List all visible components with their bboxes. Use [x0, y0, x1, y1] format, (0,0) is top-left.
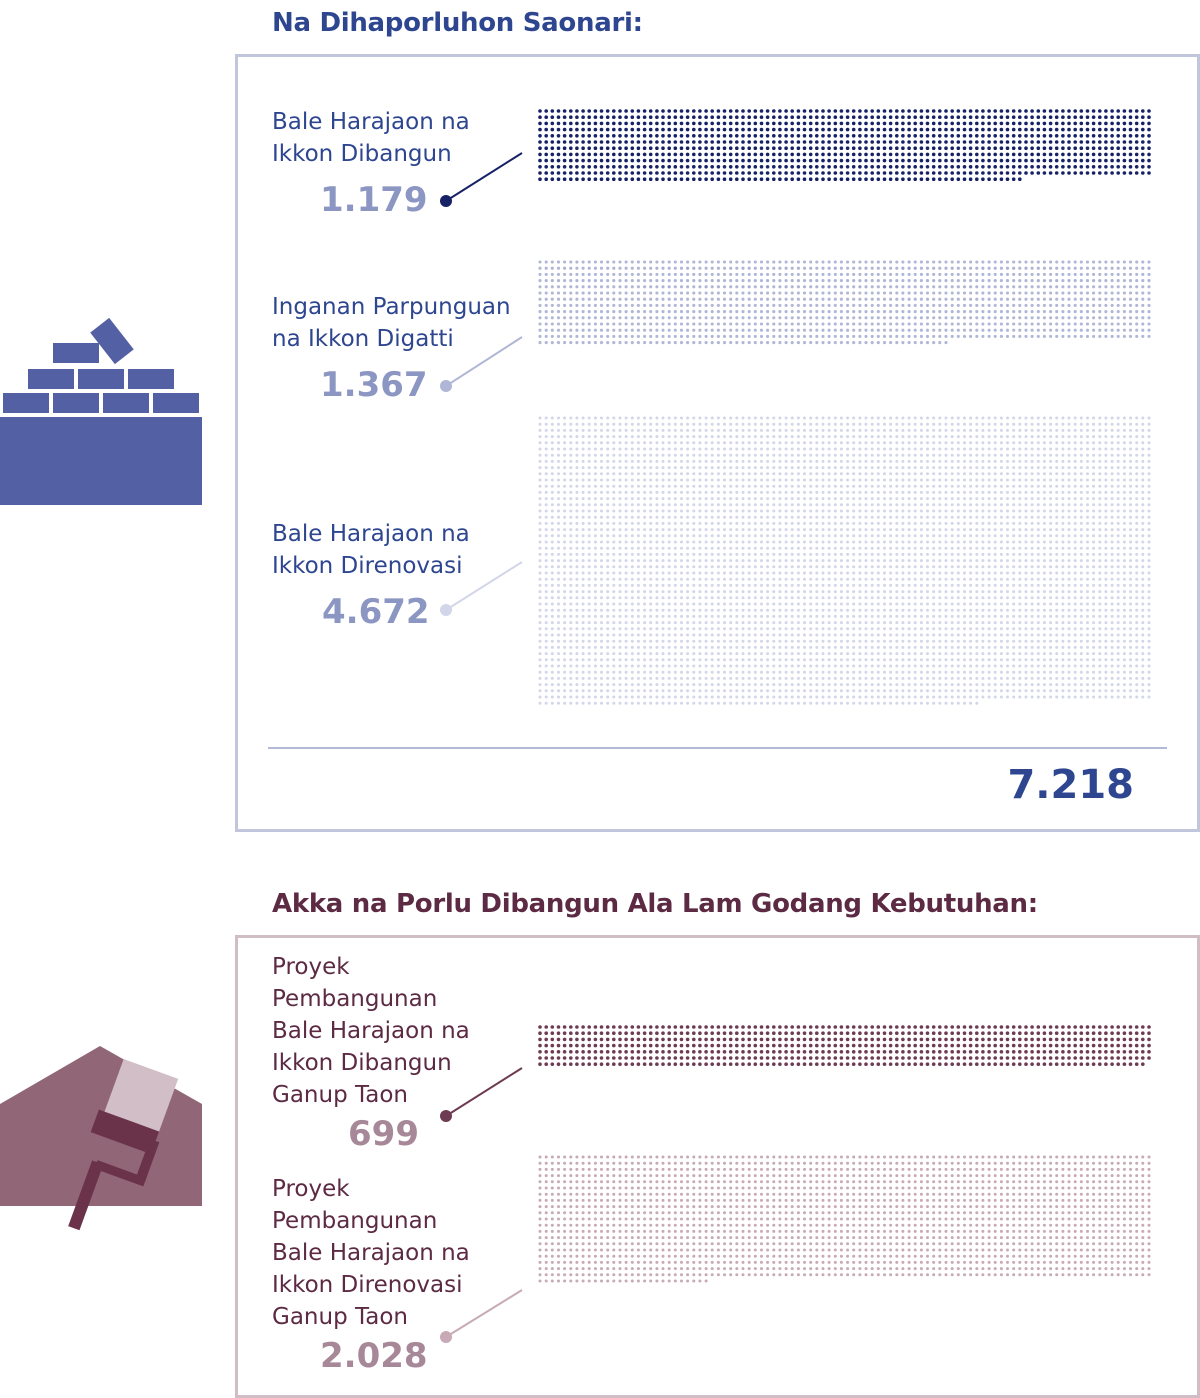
total-divider: [268, 747, 1167, 749]
section-heading-current: Na Dihaporluhon Saonari:: [272, 8, 643, 38]
item-value-replace: 1.367: [320, 365, 428, 405]
current-needs-panel: [235, 54, 1200, 832]
item-value-build: 1.179: [320, 180, 428, 220]
total-value: 7.218: [1007, 762, 1134, 808]
item-value-yearly-renovate: 2.028: [320, 1336, 428, 1376]
item-label-yearly-renovate: Proyek Pembangunan Bale Harajaon na Ikkon Direnovasi Ganup Taon: [272, 1176, 470, 1330]
item-value-yearly-build: 699: [348, 1114, 419, 1154]
item-label-replace: Inganan Parpunguan na Ikkon Digatti: [272, 294, 511, 352]
item-label-renovate: Bale Harajaon na Ikkon Direnovasi: [272, 521, 470, 579]
section-heading-high-need: Akka na Porlu Dibangun Ala Lam Godang Kebutuhan:: [272, 889, 1038, 919]
item-label-build: Bale Harajaon na Ikkon Dibangun: [272, 109, 470, 167]
paint-roller-house-icon: [0, 1046, 205, 1236]
item-value-renovate: 4.672: [322, 592, 430, 632]
item-label-yearly-build: Proyek Pembangunan Bale Harajaon na Ikkon Dibangun Ganup Taon: [272, 954, 470, 1108]
brick-wall-icon: [0, 315, 205, 507]
